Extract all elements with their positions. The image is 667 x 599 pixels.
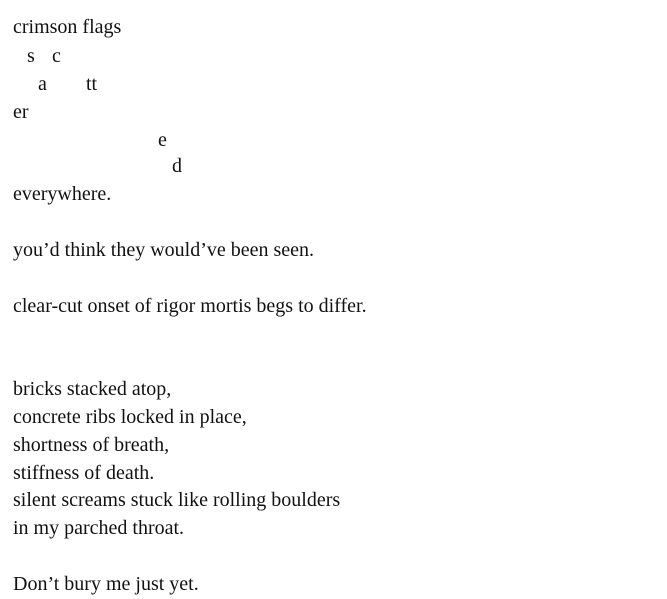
poem-line: silent screams stuck like rolling boulders xyxy=(13,489,341,511)
poem-line: concrete ribs locked in place, xyxy=(13,406,247,428)
poem-line: crimson flags xyxy=(13,16,122,38)
scattered-letter: c xyxy=(52,45,61,67)
poem-line: you’d think they would’ve been seen. xyxy=(13,239,315,261)
scattered-letter: er xyxy=(13,101,29,123)
poem-line: in my parched throat. xyxy=(13,517,185,539)
scattered-letter: e xyxy=(158,129,167,151)
poem-line: Don’t bury me just yet. xyxy=(13,573,199,595)
poem-line: everywhere. xyxy=(13,183,112,205)
scattered-letter: tt xyxy=(86,73,98,95)
scattered-letter: s xyxy=(27,45,35,67)
scattered-letter: d xyxy=(172,155,182,177)
poem-line: bricks stacked atop, xyxy=(13,378,172,400)
poem-line: clear-cut onset of rigor mortis begs to differ. xyxy=(13,295,367,317)
poem-line: shortness of breath, xyxy=(13,434,170,456)
poem-line: stiffness of death. xyxy=(13,462,155,484)
scattered-letter: a xyxy=(38,73,47,95)
